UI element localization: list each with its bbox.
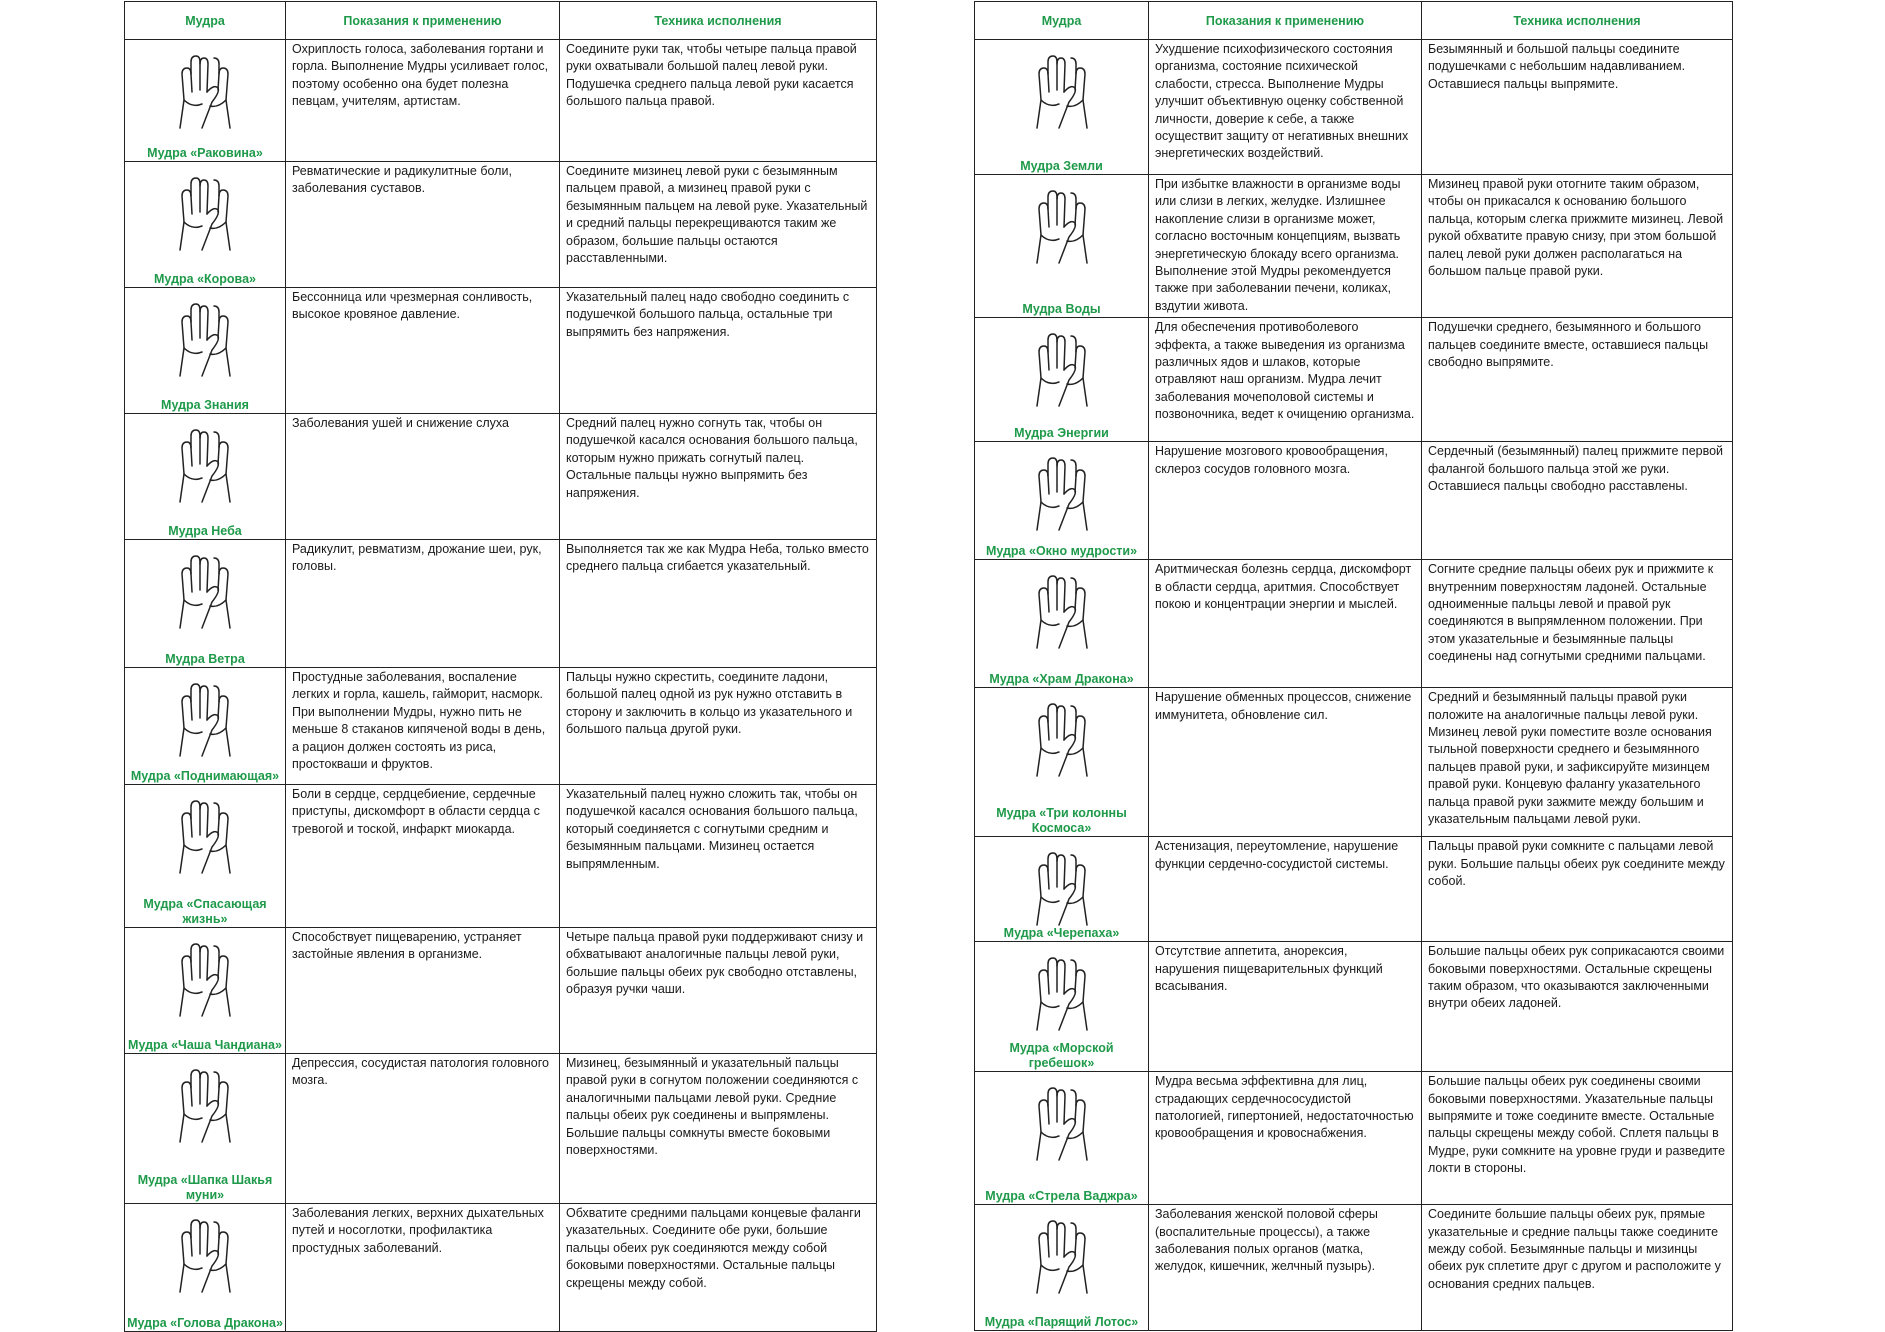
hands-shakya-cap-icon xyxy=(162,1058,248,1144)
mudra-row xyxy=(975,560,1733,688)
indications-cell: Астенизация, переутомление, нарушение функции сердечно-сосудистой системы. xyxy=(1149,837,1422,942)
indications-cell: Радикулит, ревматизм, дрожание шеи, рук, головы. xyxy=(286,540,560,668)
hands-earth-icon xyxy=(1019,44,1105,130)
header-technique: Техника исполнения xyxy=(560,2,877,40)
hands-vajra-arrow-icon xyxy=(1019,1076,1105,1162)
technique-cell: Большие пальцы обеих рук соприкасаются своими боковыми поверхностями. Остальные скрещены таким образом, что оказываются заключенными внутри обеих ладоней. xyxy=(1422,942,1733,1072)
mudra-image-cell xyxy=(975,560,1149,688)
mudra-name: Мудра «Спасающая жизнь» xyxy=(143,897,267,926)
mudra-row xyxy=(975,1072,1733,1205)
mudra-image-cell xyxy=(125,540,286,668)
mudra-name: Мудра «Стрела Ваджра» xyxy=(985,1189,1138,1204)
indications-cell: Нарушение обменных процессов, снижение иммунитета, обновление сил. xyxy=(1149,688,1422,837)
mudra-name: Мудра «Три колонны Космоса» xyxy=(996,806,1127,836)
technique-cell: Мизинец правой руки отогните таким образом, чтобы он прикасался к основанию большого пальца, которым слегка прижмите мизинец. Левой рукой обхватите правую снизу, при этом большой палец левой руки должен располагаться на большом пальце правой руки. xyxy=(1422,175,1733,318)
mudra-image-cell xyxy=(975,40,1149,175)
indications-cell: Бессонница или чрезмерная сонливость, высокое кровяное давление. xyxy=(286,288,560,414)
header-row xyxy=(975,2,1733,40)
technique-cell: Соедините руки так, чтобы четыре пальца правой руки охватывали большой палец левой руки. Подушечка среднего пальца левой руки касается большого пальца правой. xyxy=(560,40,877,162)
mudra-row xyxy=(975,40,1733,175)
mudra-name: Мудра Знания xyxy=(161,398,249,412)
mudra-name: Мудра «Морской гребешок» xyxy=(1009,1041,1114,1071)
mudra-name: Мудра «Храм Дракона» xyxy=(989,672,1134,687)
indications-cell: Аритмическая болезнь сердца, дискомфорт в области сердца, аритмия. Способствует покою и концентрации энергии и мыслей. xyxy=(1149,560,1422,688)
mudra-name: Мудра Неба xyxy=(168,524,242,538)
mudra-row xyxy=(125,40,877,162)
hands-life-saving-icon xyxy=(162,789,248,875)
mudra-name: Мудра «Раковина» xyxy=(147,146,263,160)
technique-cell: Пальцы правой руки сомкните с пальцами левой руки. Большие пальцы обеих рук соедините между собой. xyxy=(1422,837,1733,942)
mudra-image-cell xyxy=(125,928,286,1054)
hands-water-icon xyxy=(1019,179,1105,265)
indications-cell: Боли в сердце, сердцебиение, сердечные приступы, дискомфорт в области сердца с тревогой и тоской, инфаркт миокарда. xyxy=(286,785,560,928)
mudra-image-cell xyxy=(125,785,286,928)
technique-cell: Указательный палец надо свободно соединить с подушечкой большого пальца, остальные три выпрямить без напряжения. xyxy=(560,288,877,414)
technique-cell: Большие пальцы обеих рук соединены своими боковыми поверхностями. Указательные пальцы выпрямите и тоже соедините вместе. Остальные пальцы скрещены между собой. Сплетя пальцы в Мудре, руки сомкните на уровне груди и разведите локти в стороны. xyxy=(1422,1072,1733,1205)
indications-cell: Простудные заболевания, воспаление легких и горла, кашель, гайморит, насморк. При выполнении Мудры, нужно пить не меньше 8 стаканов кипяченой воды в день, а рацион должен состоять из риса, простокваши и фруктов. xyxy=(286,668,560,785)
technique-cell: Безымянный и большой пальцы соедините подушечками с небольшим надавливанием. Оставшиеся пальцы выпрямите. xyxy=(1422,40,1733,175)
mudra-name: Мудра «Шапка Шакья муни» xyxy=(137,1173,273,1202)
mudra-name: Мудра Энергии xyxy=(1014,426,1109,441)
mudra-row xyxy=(125,785,877,928)
technique-cell: Средний палец нужно согнуть так, чтобы он подушечкой касался основания большого пальца, которым нужно прижать согнутый палец. Остальные пальцы нужно выпрямить без напряжения. xyxy=(560,414,877,540)
header-row xyxy=(125,2,877,40)
technique-cell: Сердечный (безымянный) палец прижмите первой фалангой большого пальца этой же руки. Оставшиеся пальцы свободно расставлены. xyxy=(1422,442,1733,560)
hands-scallop-icon xyxy=(1019,946,1105,1032)
hands-energy-icon xyxy=(1019,322,1105,408)
hands-knowledge-icon xyxy=(162,292,248,378)
mudra-name: Мудра «Поднимающая» xyxy=(130,769,280,783)
indications-cell: Ревматические и радикулитные боли, заболевания суставов. xyxy=(286,162,560,288)
mudra-image-cell xyxy=(125,1204,286,1332)
mudra-row xyxy=(975,942,1733,1072)
mudra-image-cell xyxy=(975,318,1149,442)
hands-lifting-icon xyxy=(162,672,248,758)
mudra-image-cell xyxy=(975,442,1149,560)
mudra-image-cell xyxy=(125,288,286,414)
hands-cow-icon xyxy=(162,166,248,252)
indications-cell: Мудра весьма эффективна для лиц, страдающих сердечнососудистой патологией, гипертонией, недостаточностью кровообращения и кровоснабжения. xyxy=(1149,1072,1422,1205)
mudra-row xyxy=(975,442,1733,560)
mudra-row xyxy=(125,288,877,414)
technique-cell: Соедините мизинец левой руки с безымянным пальцем правой, а мизинец правой руки с безымянным пальцем на левой руке. Указательный и средний пальцы перекрещиваются таким же образом, большие пальцы остаются расставленными. xyxy=(560,162,877,288)
mudra-image-cell xyxy=(975,837,1149,942)
hands-shell-icon xyxy=(162,44,248,130)
hands-dragon-temple-icon xyxy=(1019,564,1105,650)
hands-wisdom-window-icon xyxy=(1019,446,1105,532)
mudra-row xyxy=(125,1054,877,1204)
mudra-row xyxy=(975,1205,1733,1331)
mudra-name: Мудра «Голова Дракона» xyxy=(127,1316,283,1330)
mudra-image-cell xyxy=(975,175,1149,318)
mudra-name: Мудра «Чаша Чандиана» xyxy=(128,1038,282,1052)
technique-cell: Обхватите средними пальцами концевые фаланги указательных. Соедините обе руки, большие пальцы обеих рук соединяются между собой боковыми поверхностями. Остальные пальцы скрещены между собой. xyxy=(560,1204,877,1332)
header-indications: Показания к применению xyxy=(286,2,560,40)
mudra-name: Мудра «Окно мудрости» xyxy=(985,544,1138,559)
header-mudra: Мудра xyxy=(125,2,286,40)
mudra-row xyxy=(125,1204,877,1332)
mudra-image-cell xyxy=(975,1205,1149,1331)
mudra-row xyxy=(975,175,1733,318)
mudra-image-cell xyxy=(125,1054,286,1204)
mudra-image-cell xyxy=(975,942,1149,1072)
indications-cell: Заболевания женской половой сферы (воспалительные процессы), а также заболевания полых органов (матка, желудок, кишечник, желчный пузырь). xyxy=(1149,1205,1422,1331)
indications-cell: Способствует пищеварению, устраняет застойные явления в организме. xyxy=(286,928,560,1054)
hands-wind-icon xyxy=(162,544,248,630)
technique-cell: Средний и безымянный пальцы правой руки положите на аналогичные пальцы левой руки. Мизинец левой руки поместите возле основания тыльной поверхности среднего и безымянного пальцев правой руки, и зафиксируйте мизинцем правой руки. Концевую фалангу указательного пальца правой руки зажмите между большим и указательным пальцами левой руки. xyxy=(1422,688,1733,837)
technique-cell: Согните средние пальцы обеих рук и прижмите к внутренним поверхностям ладоней. Остальные одноименные пальцы левой и правой рук соединяются в выпрямленном положении. При этом указательные и безымянные пальцы соединены над согнутыми средними пальцами. xyxy=(1422,560,1733,688)
header-mudra: Мудра xyxy=(975,2,1149,40)
mudra-table-left xyxy=(124,1,877,1332)
indications-cell: Заболевания легких, верхних дыхательных путей и носоглотки, профилактика простудных заболеваний. xyxy=(286,1204,560,1332)
hands-three-columns-icon xyxy=(1019,692,1105,778)
header-indications: Показания к применению xyxy=(1149,2,1422,40)
header-technique: Техника исполнения xyxy=(1422,2,1733,40)
mudra-row xyxy=(975,318,1733,442)
mudra-image-cell xyxy=(125,668,286,785)
hands-lotus-icon xyxy=(1019,1209,1105,1295)
hands-sky-icon xyxy=(162,418,248,504)
technique-cell: Мизинец, безымянный и указательный пальцы правой руки в согнутом положении соединяются с аналогичными пальцами левой руки. Средние пальцы обеих рук соединены и выпрямлены. Большие пальцы сомкнуты вместе боковыми поверхностями. xyxy=(560,1054,877,1204)
indications-cell: Охриплость голоса, заболевания гортани и горла. Выполнение Мудры усиливает голос, поэтому особенно она будет полезна певцам, учителям, артистам. xyxy=(286,40,560,162)
indications-cell: Депрессия, сосудистая патология головного мозга. xyxy=(286,1054,560,1204)
mudra-image-cell xyxy=(125,414,286,540)
mudra-row xyxy=(125,540,877,668)
mudra-image-cell xyxy=(975,688,1149,837)
mudra-row xyxy=(975,837,1733,942)
mudra-name: Мудра Воды xyxy=(1022,302,1101,317)
mudra-name: Мудра «Корова» xyxy=(154,272,256,286)
mudra-row xyxy=(125,928,877,1054)
indications-cell: Отсутствие аппетита, анорексия, нарушения пищеварительных функций всасывания. xyxy=(1149,942,1422,1072)
technique-cell: Четыре пальца правой руки поддерживают снизу и обхватывают аналогичные пальцы левой руки, большие пальцы обеих рук свободно отставлены, образуя ручки чаши. xyxy=(560,928,877,1054)
mudra-name: Мудра Земли xyxy=(1020,159,1103,173)
mudra-name: Мудра «Черепаха» xyxy=(1003,926,1120,941)
mudra-row xyxy=(125,414,877,540)
technique-cell: Подушечки среднего, безымянного и большого пальцев соедините вместе, оставшиеся пальцы свободно выпрямите. xyxy=(1422,318,1733,442)
hands-turtle-icon xyxy=(1019,841,1105,927)
mudra-row xyxy=(975,688,1733,837)
mudra-image-cell xyxy=(125,40,286,162)
technique-cell: Пальцы нужно скрестить, соедините ладони, большой палец одной из рук нужно отставить в сторону и заключить в кольцо из указательного и большого пальца другой руки. xyxy=(560,668,877,785)
indications-cell: Ухудшение психофизического состояния организма, состояние психической слабости, стресса. Выполнение Мудры улучшит объективную оценку собственной личности, доверие к себе, а также осуществит защиту от негативных внешних энергетических воздействий. xyxy=(1149,40,1422,175)
indications-cell: Заболевания ушей и снижение слуха xyxy=(286,414,560,540)
indications-cell: Нарушение мозгового кровообращения, склероз сосудов головного мозга. xyxy=(1149,442,1422,560)
indications-cell: Для обеспечения противоболевого эффекта, а также выведения из организма различных ядов и шлаков, которые отравляют наш организм. Мудра лечит заболевания мочеполовой системы и позвоночника, ведет к очищению организма. xyxy=(1149,318,1422,442)
mudra-image-cell xyxy=(125,162,286,288)
mudra-row xyxy=(125,668,877,785)
hands-dragon-head-icon xyxy=(162,1208,248,1294)
mudra-name: Мудра Ветра xyxy=(165,652,245,666)
mudra-table-right xyxy=(974,1,1733,1331)
technique-cell: Выполняется так же как Мудра Неба, только вместо среднего пальца сгибается указательный. xyxy=(560,540,877,668)
mudra-row xyxy=(125,162,877,288)
indications-cell: При избытке влажности в организме воды или слизи в легких, желудке. Излишнее накопление слизи в организме может, согласно восточным концепциям, вызвать энергетическую блокаду всего организма. Выполнение этой Мудры рекомендуется также при заболевании печени, коликах, вздутии живота. xyxy=(1149,175,1422,318)
mudra-name: Мудра «Парящий Лотос» xyxy=(984,1315,1139,1330)
technique-cell: Указательный палец нужно сложить так, чтобы он подушечкой касался основания большого пальца, который соединяется с согнутыми средним и безымянным пальцами. Мизинец остается выпрямленным. xyxy=(560,785,877,928)
mudra-image-cell xyxy=(975,1072,1149,1205)
hands-bowl-icon xyxy=(162,932,248,1018)
technique-cell: Соедините большие пальцы обеих рук, прямые указательные и средние пальцы также соедините между собой. Безымянные пальцы и мизинцы обеих рук сплетите друг с другом и расположите у основания средних пальцев. xyxy=(1422,1205,1733,1331)
